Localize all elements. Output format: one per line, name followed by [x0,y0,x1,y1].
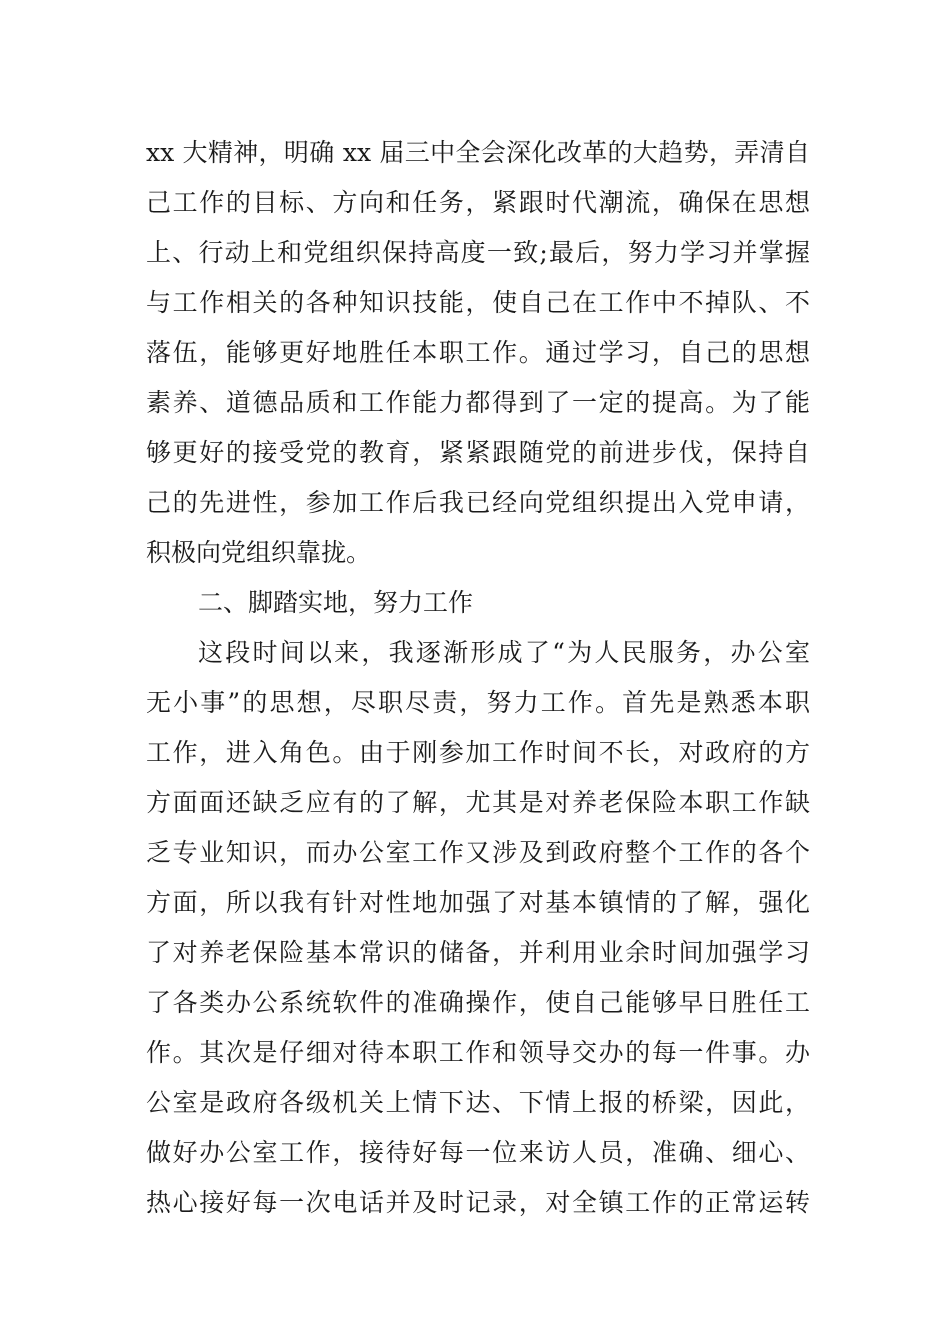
text-line: 无小事”的思想，尽职尽责，努力工作。首先是熟悉本职 [146,688,810,717]
section-heading: 二、脚踏实地，努力工作 [198,588,474,617]
text-line: 热心接好每一次电话并及时记录，对全镇工作的正常运转 [146,1188,810,1217]
text-line: 乏专业知识，而办公室工作又涉及到政府整个工作的各个 [146,838,810,867]
text-line: 方面面还缺乏应有的了解，尤其是对养老保险本职工作缺 [146,788,810,817]
text-line: 素养、道德品质和工作能力都得到了一定的提高。为了能 [146,388,810,417]
text-line: 作。其次是仔细对待本职工作和领导交办的每一件事。办 [146,1038,810,1067]
text-line: 上、行动上和党组织保持高度一致;最后，努力学习并掌握 [146,238,810,267]
text-line: 了各类办公系统软件的准确操作，使自己能够早日胜任工 [146,988,810,1017]
text-line: xx 大精神，明确 xx 届三中全会深化改革的大趋势，弄清自 [146,138,810,167]
text-line: 己工作的目标、方向和任务，紧跟时代潮流，确保在思想 [146,188,810,217]
text-line: 与工作相关的各种知识技能，使自己在工作中不掉队、不 [146,288,810,317]
text-line: 做好办公室工作，接待好每一位来访人员，准确、细心、 [146,1138,810,1167]
text-line: 工作，进入角色。由于刚参加工作时间不长，对政府的方 [146,738,810,767]
text-line: 公室是政府各级机关上情下达、下情上报的桥梁，因此， [146,1088,810,1117]
body-text [146,128,810,1228]
text-line: 落伍，能够更好地胜任本职工作。通过学习，自己的思想 [146,338,810,367]
text-line: 积极向党组织靠拢。 [146,538,372,567]
text-line: 这段时间以来，我逐渐形成了“为人民服务，办公室 [198,638,810,667]
text-line: 够更好的接受党的教育，紧紧跟随党的前进步伐，保持自 [146,438,810,467]
text-line: 己的先进性，参加工作后我已经向党组织提出入党申请， [146,488,810,517]
text-line: 了对养老保险基本常识的储备，并利用业余时间加强学习 [146,938,810,967]
text-line: 方面，所以我有针对性地加强了对基本镇情的了解，强化 [146,888,810,917]
